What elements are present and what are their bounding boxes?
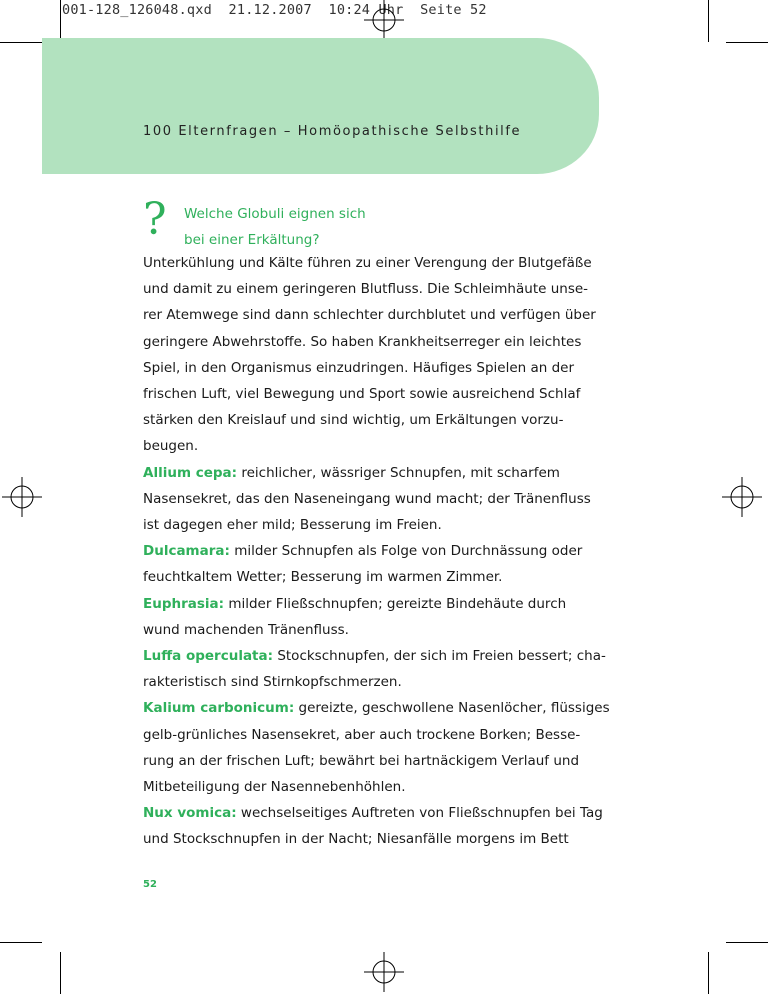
header-band (42, 38, 599, 174)
remedy-text-line: rung an der frischen Luft; bewährt bei hartnäckigem Verlauf und (143, 752, 580, 769)
crop-mark-top-right-v (708, 0, 709, 42)
print-slug: 001-128_126048.qxd 21.12.2007 10:24 Uhr Seite 52 (62, 2, 487, 18)
registration-mark-top-icon (364, 0, 404, 40)
crop-mark-top-left-v (60, 0, 61, 42)
intro-line: rer Atemwege sind dann schlechter durchblutet und verfügen über (143, 307, 596, 324)
intro-line: geringere Abwehrstoffe. So haben Krankheitserreger ein leichtes (143, 333, 582, 350)
crop-mark-bottom-right-h (726, 942, 768, 943)
registration-mark-right-icon (722, 477, 762, 517)
page-header-title: 100 Elternfragen – Homöopathische Selbsthilfe (143, 124, 522, 139)
remedy-text-line: und Stockschnupfen in der Nacht; Niesanfälle morgens im Bett (143, 831, 569, 848)
remedy-text-line: Mitbeteiligung der Nasennebenhöhlen. (143, 779, 406, 796)
remedy-entry (143, 643, 606, 669)
remedy-text-line: feuchtkaltem Wetter; Besserung im warmen Zimmer. (143, 569, 503, 586)
remedy-entry (143, 695, 610, 721)
remedy-entry (143, 460, 603, 486)
remedy-entry (143, 800, 603, 826)
remedy-text-line: gelb-grünliches Nasensekret, aber auch trockene Borken; Besse- (143, 726, 581, 743)
intro-line: Unterkühlung und Kälte führen zu einer Verengung der Blutgefäße (143, 255, 592, 271)
question-mark-icon: ? (143, 194, 167, 245)
question-line: bei einer Erkältung? (184, 232, 320, 248)
intro-line: Spiel, in den Organismus einzudringen. Häufiges Spielen an der (143, 359, 575, 376)
intro-line: frischen Luft, viel Bewegung und Sport sowie ausreichend Schlaf (143, 386, 581, 403)
remedy-entry (143, 591, 603, 617)
question-heading (184, 201, 484, 253)
page-number: 52 (143, 879, 157, 890)
remedy-text: wechselseitiges Auftreten von Fließschnupfen bei Tag (236, 805, 603, 822)
crop-mark-top-right-h (726, 42, 768, 43)
remedy-text-line: wund machenden Tränenfluss. (143, 621, 349, 638)
remedy-text: milder Schnupfen als Folge von Durchnässung oder (229, 543, 583, 560)
crop-mark-bottom-left-v (60, 952, 61, 994)
remedy-text: Stockschnupfen, der sich im Freien bessert; cha- (273, 648, 606, 665)
remedy-name: Kalium carbonicum: (143, 700, 295, 717)
remedy-text: milder Fließschnupfen; gereizte Bindehäute durch (224, 595, 567, 612)
remedy-name: Nux vomica: (143, 805, 237, 822)
remedy-name: Luffa operculata: (143, 648, 274, 665)
crop-mark-bottom-right-v (708, 952, 709, 994)
question-line: Welche Globuli eignen sich (184, 206, 366, 222)
remedy-text-line: ist dagegen eher mild; Besserung im Freien. (143, 517, 442, 534)
remedy-text: reichlicher, wässriger Schnupfen, mit scharfem (237, 464, 560, 481)
remedy-name: Euphrasia: (143, 595, 225, 612)
remedy-text-line: rakteristisch sind Stirnkopfschmerzen. (143, 674, 402, 691)
intro-line: stärken den Kreislauf und sind wichtig, um Erkältungen vorzu- (143, 412, 564, 429)
answer-body (143, 250, 610, 853)
remedy-entry (143, 538, 603, 564)
intro-line: und damit zu einem geringeren Blutfluss. Die Schleimhäute unse- (143, 281, 589, 298)
remedy-name: Dulcamara: (143, 543, 230, 560)
remedy-text-line: Nasensekret, das den Naseneingang wund macht; der Tränenfluss (143, 490, 591, 507)
remedy-name: Allium cepa: (143, 464, 238, 481)
remedy-text: gereizte, geschwollene Nasenlöcher, flüssiges (294, 700, 610, 717)
registration-mark-bottom-icon (364, 952, 404, 992)
crop-mark-top-left-h (0, 42, 42, 43)
registration-mark-left-icon (2, 477, 42, 517)
intro-line: beugen. (143, 438, 199, 455)
crop-mark-bottom-left-h (0, 942, 42, 943)
